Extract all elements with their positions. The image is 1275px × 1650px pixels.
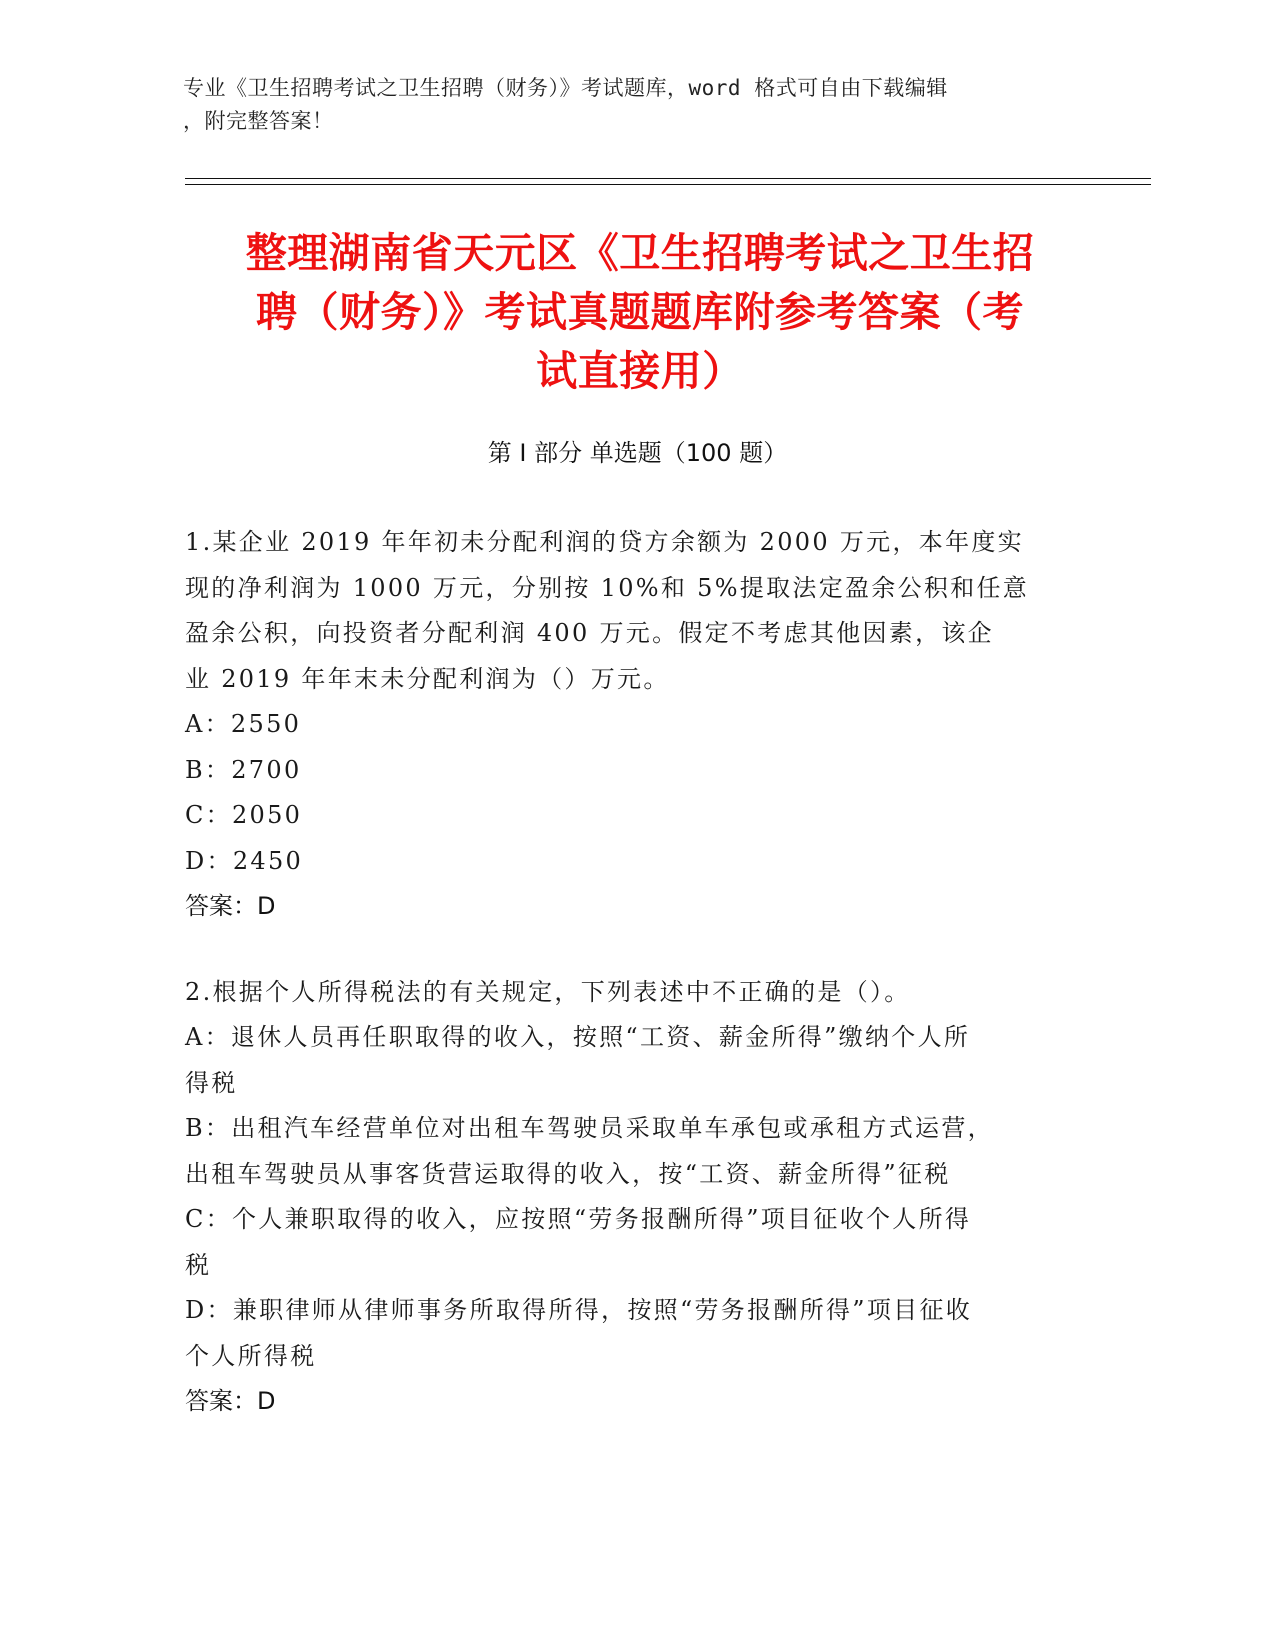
question-1 — [185, 520, 1065, 930]
question-stem-line: 业 2019 年年末未分配利润为（）万元。 — [185, 664, 670, 693]
answer-label: 答案：D — [185, 1387, 276, 1415]
option-d: D：兼职律师从律师事务所取得所得，按照“劳务报酬所得”项目征收 — [185, 1296, 973, 1324]
header-rule-bottom — [185, 184, 1151, 185]
header-note-line: 专业《卫生招聘考试之卫生招聘（财务）》考试题库，word 格式可自由下载编辑 — [183, 76, 948, 100]
document-title-line: 聘（财务）》考试真题题库附参考答案（考 — [256, 288, 1024, 336]
document-title-line: 整理湖南省天元区《卫生招聘考试之卫生招 — [245, 229, 1035, 277]
option-a-continued: 得税 — [185, 1068, 238, 1097]
question-stem-line: 1.某企业 2019 年年初未分配利润的贷方余额为 2000 万元，本年度实 — [185, 528, 1024, 556]
option-d: D：2450 — [185, 846, 304, 875]
option-c: C：2050 — [185, 801, 303, 829]
question-stem-line: 2.根据个人所得税法的有关规定，下列表述中不正确的是（）。 — [185, 977, 911, 1006]
option-a: A：2550 — [185, 710, 302, 738]
question-2 — [185, 970, 1065, 1425]
header-note-line: ，附完整答案！ — [183, 109, 334, 133]
option-c-continued: 税 — [185, 1250, 212, 1279]
answer-label: 答案：D — [185, 892, 276, 920]
header-rule-top — [185, 178, 1151, 179]
option-b: B：2700 — [185, 755, 302, 784]
option-a: A：退休人员再任职取得的收入，按照“工资、薪金所得”缴纳个人所 — [185, 1023, 971, 1051]
option-d-continued: 个人所得税 — [185, 1341, 317, 1370]
document-title — [190, 224, 1090, 401]
option-b: B：出租汽车经营单位对出租车驾驶员采取单车承包或承租方式运营， — [185, 1114, 994, 1142]
option-c: C：个人兼职取得的收入，应按照“劳务报酬所得”项目征收个人所得 — [185, 1205, 972, 1233]
section-title: 第 I 部分 单选题（100 题） — [487, 439, 788, 467]
question-stem-line: 盈余公积，向投资者分配利润 400 万元。假定不考虑其他因素，该企 — [185, 619, 994, 647]
question-stem-line: 现的净利润为 1000 万元，分别按 10%和 5%提取法定盈余公积和任意 — [185, 573, 1030, 602]
header-note — [183, 72, 1063, 138]
document-title-line: 试直接用） — [536, 347, 744, 395]
question-list — [185, 520, 1065, 1425]
option-b-continued: 出租车驾驶员从事客货营运取得的收入，按“工资、薪金所得”征税 — [185, 1159, 951, 1188]
